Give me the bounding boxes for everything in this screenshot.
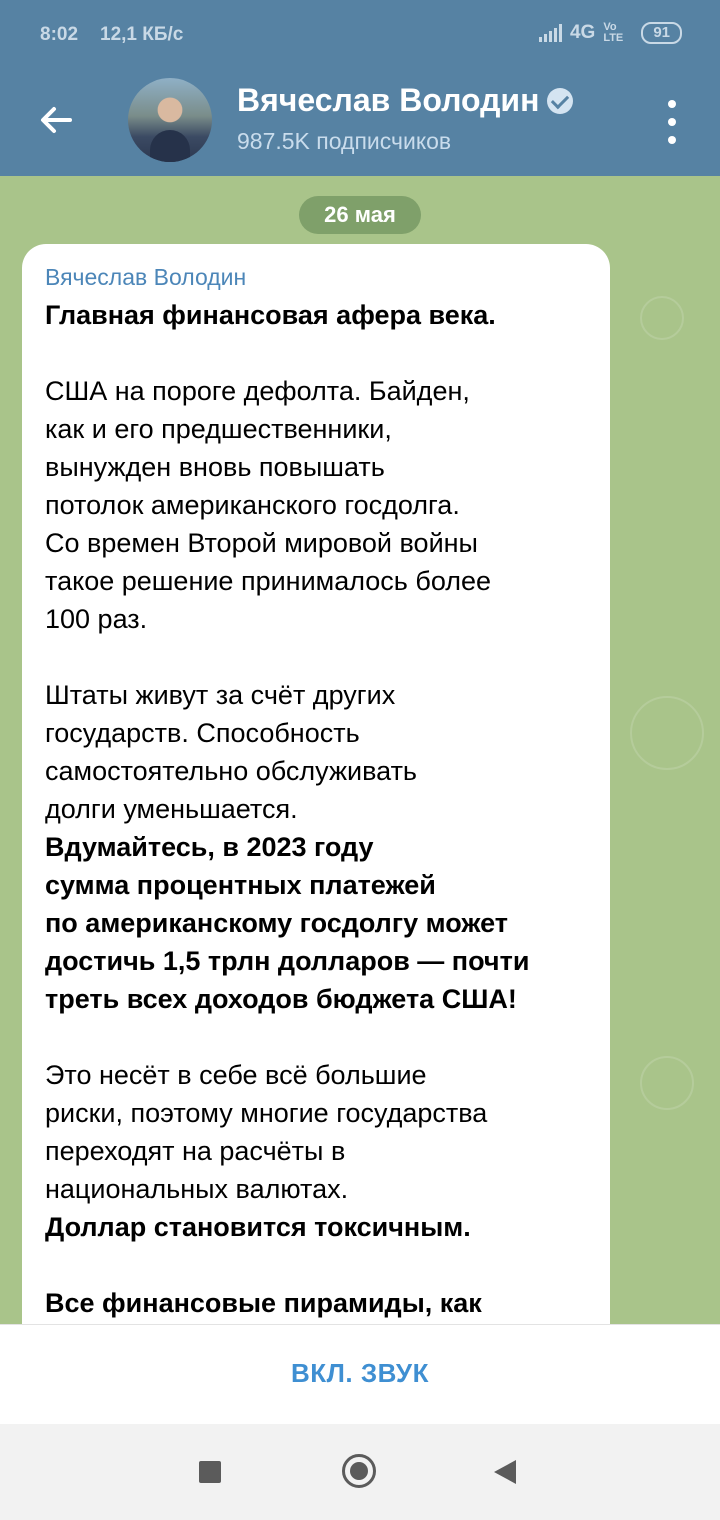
message-paragraph: Доллар становится токсичным. — [45, 1212, 471, 1242]
network-type: 4G — [569, 22, 596, 43]
battery-icon: 91 — [641, 22, 682, 44]
back-triangle-icon[interactable] — [494, 1460, 516, 1484]
status-network-speed: 12,1 КБ/с — [100, 24, 184, 45]
status-icons — [539, 22, 682, 44]
dot-icon — [668, 118, 676, 126]
subscriber-count: 987.5K подписчиков — [237, 128, 452, 154]
home-icon[interactable] — [342, 1454, 376, 1488]
message-paragraph: Все финансовые пирамиды, как — [45, 1288, 482, 1318]
dot-icon — [668, 136, 676, 144]
message-paragraph: Вдумайтесь, в 2023 году сумма процентных платежей по американскому госдолгу может достичь 1,5 трлн долларов — почти треть всех доходов бюджета США! — [45, 832, 530, 1014]
recent-apps-icon[interactable] — [199, 1461, 221, 1483]
system-nav-bar — [0, 1424, 720, 1520]
channel-header — [0, 70, 720, 176]
dot-icon — [668, 100, 676, 108]
verified-badge-icon — [547, 88, 573, 114]
message-paragraph: Главная финансовая афера века. — [45, 300, 496, 330]
channel-title-row[interactable] — [237, 82, 573, 119]
signal-icon — [539, 24, 562, 42]
back-arrow-icon — [36, 100, 76, 140]
back-button[interactable] — [36, 100, 76, 140]
channel-title: Вячеслав Володин — [237, 82, 540, 118]
message-text — [45, 296, 605, 1322]
chat-area[interactable] — [0, 176, 720, 1324]
channel-avatar[interactable] — [128, 78, 212, 162]
date-separator: 26 мая — [299, 196, 421, 234]
message-paragraph: Это несёт в себе всё большие риски, поэтому многие государства переходят на расчёты в национальных валютах. — [45, 1060, 488, 1204]
background-doodle — [640, 1056, 694, 1110]
background-doodle — [630, 696, 704, 770]
message-paragraph: Штаты живут за счёт других государств. Способность самостоятельно обслуживать долги уменьшается. — [45, 680, 418, 824]
message-author[interactable]: Вячеслав Володин — [45, 264, 247, 290]
message-paragraph: США на пороге дефолта. Байден, как и его предшественники, вынужден вновь повышать потолок американского госдолга. Со времен Второй мировой войны такое решение принималось более 100 раз. — [45, 376, 492, 634]
volte-icon: Vo LTE — [603, 21, 624, 44]
status-time: 8:02 — [40, 24, 79, 45]
bottom-action-bar — [0, 1324, 720, 1425]
status-bar — [0, 0, 720, 70]
more-options-button[interactable] — [665, 100, 679, 144]
message-bubble[interactable] — [22, 244, 610, 1324]
background-doodle — [640, 296, 684, 340]
unmute-button[interactable]: ВКЛ. ЗВУК — [291, 1358, 429, 1388]
